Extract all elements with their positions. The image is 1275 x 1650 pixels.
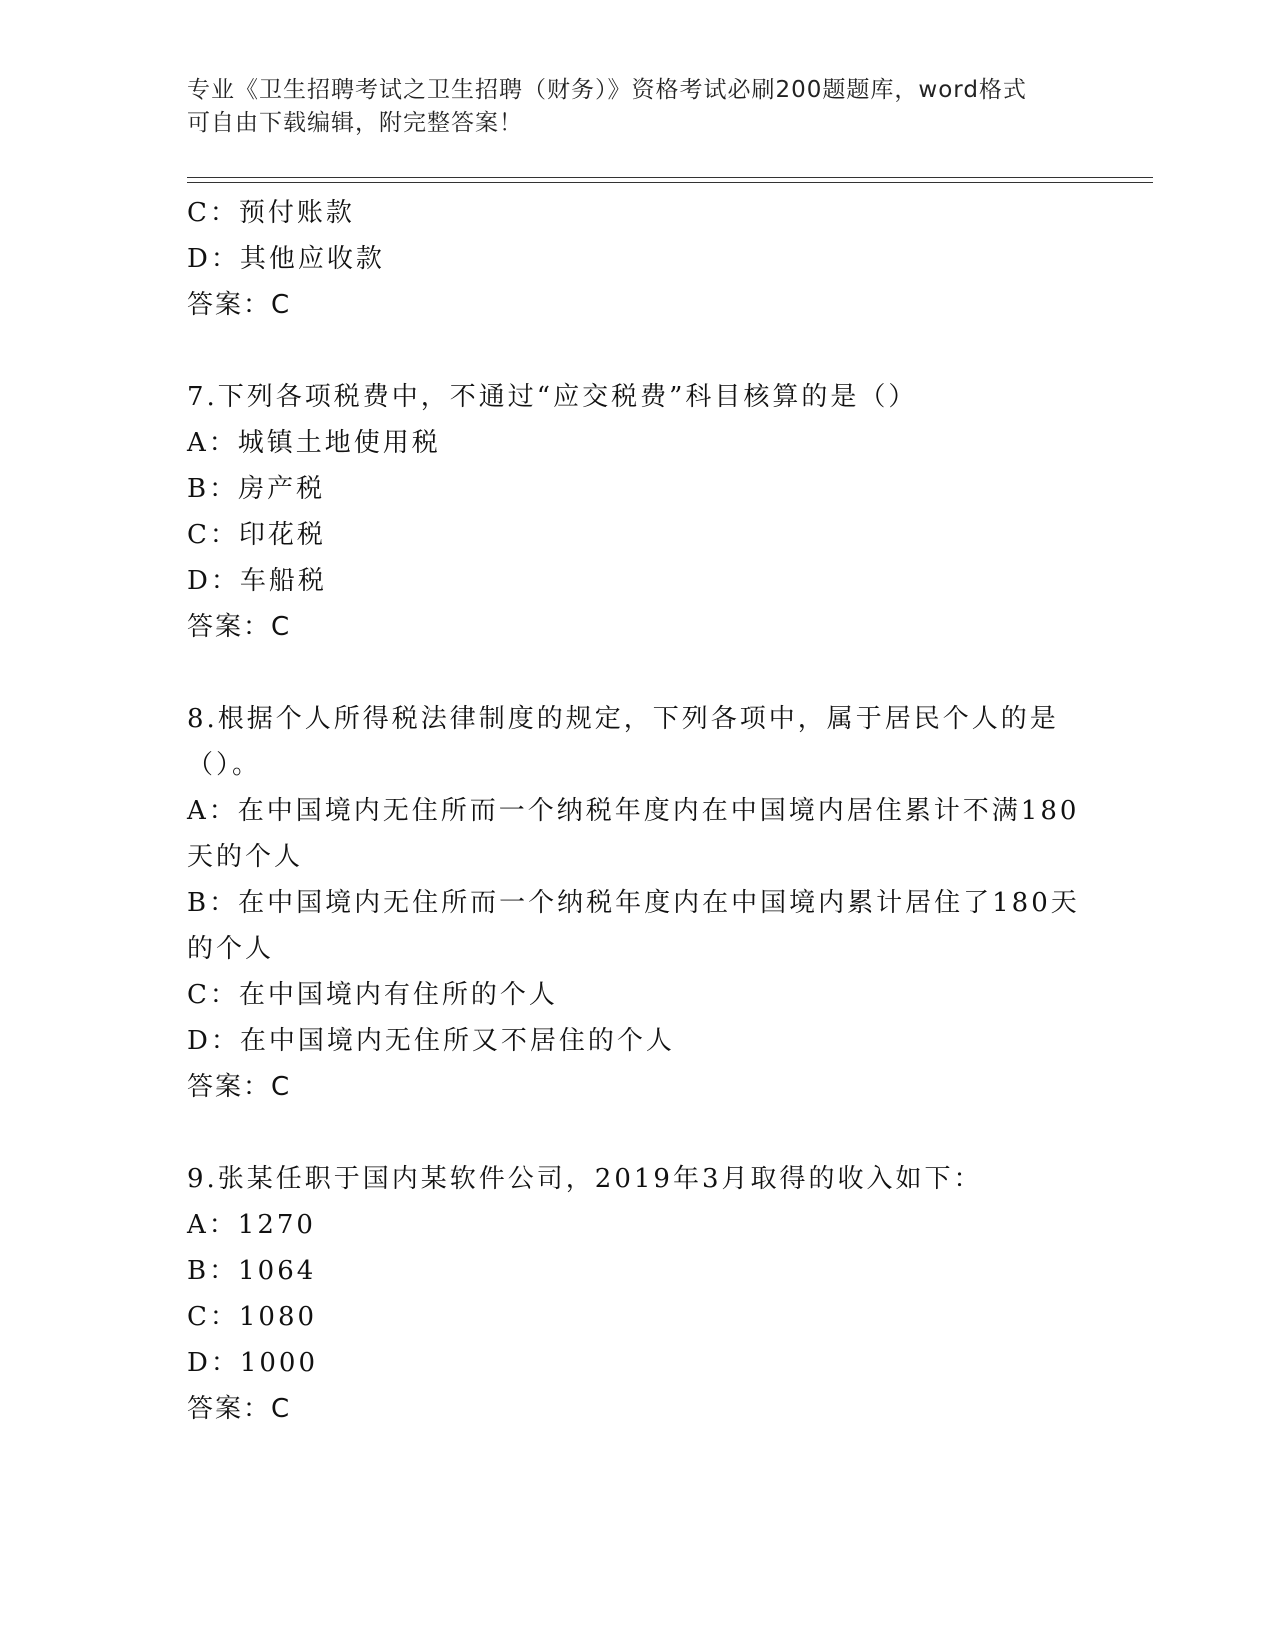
header-divider-bottom (187, 182, 1153, 183)
question-block-7 (187, 374, 1087, 650)
question-stem: 7.下列各项税费中，不通过“应交税费”科目核算的是（） (187, 382, 918, 412)
answer: 答案：C (187, 1072, 292, 1102)
option-b: B：1064 (187, 1256, 317, 1286)
question-stem-line-1: 8.根据个人所得税法律制度的规定，下列各项中，属于居民个人的是 (187, 704, 1059, 734)
answer: 答案：C (187, 290, 292, 320)
document-header (187, 74, 1067, 140)
option-c: C：1080 (187, 1302, 318, 1332)
option-c: C：预付账款 (187, 198, 355, 228)
option-b-line-2: 的个人 (187, 934, 275, 964)
answer: 答案：C (187, 1394, 292, 1424)
question-block-9 (187, 1156, 1087, 1432)
option-c: C：在中国境内有住所的个人 (187, 980, 558, 1010)
option-d: D：其他应收款 (187, 244, 385, 274)
spacer (187, 650, 1087, 696)
option-b-line-1: B：在中国境内无住所而一个纳税年度内在中国境内累计居住了180天 (187, 888, 1080, 918)
header-title-line-1: 专业《卫生招聘考试之卫生招聘（财务）》资格考试必刷200题题库，word格式 (187, 77, 1027, 103)
option-a: A：1270 (187, 1210, 316, 1240)
option-c: C：印花税 (187, 520, 326, 550)
option-d: D：1000 (187, 1348, 319, 1378)
question-stem: 9.张某任职于国内某软件公司，2019年3月取得的收入如下： (187, 1164, 983, 1194)
option-d: D：在中国境内无住所又不居住的个人 (187, 1026, 675, 1056)
option-d: D：车船税 (187, 566, 327, 596)
spacer (187, 328, 1087, 374)
question-list (187, 190, 1087, 1432)
option-b: B：房产税 (187, 474, 326, 504)
option-a: A：城镇土地使用税 (187, 428, 441, 458)
spacer (187, 1110, 1087, 1156)
question-block-8 (187, 696, 1087, 1110)
question-block-6 (187, 190, 1087, 328)
option-a-line-2: 天的个人 (187, 842, 304, 872)
header-title-line-2: 可自由下载编辑，附完整答案！ (187, 110, 523, 136)
answer: 答案：C (187, 612, 292, 642)
question-stem-line-2: （）。 (187, 750, 262, 780)
header-divider-top (187, 177, 1153, 178)
option-a-line-1: A：在中国境内无住所而一个纳税年度内在中国境内居住累计不满180 (187, 796, 1080, 826)
